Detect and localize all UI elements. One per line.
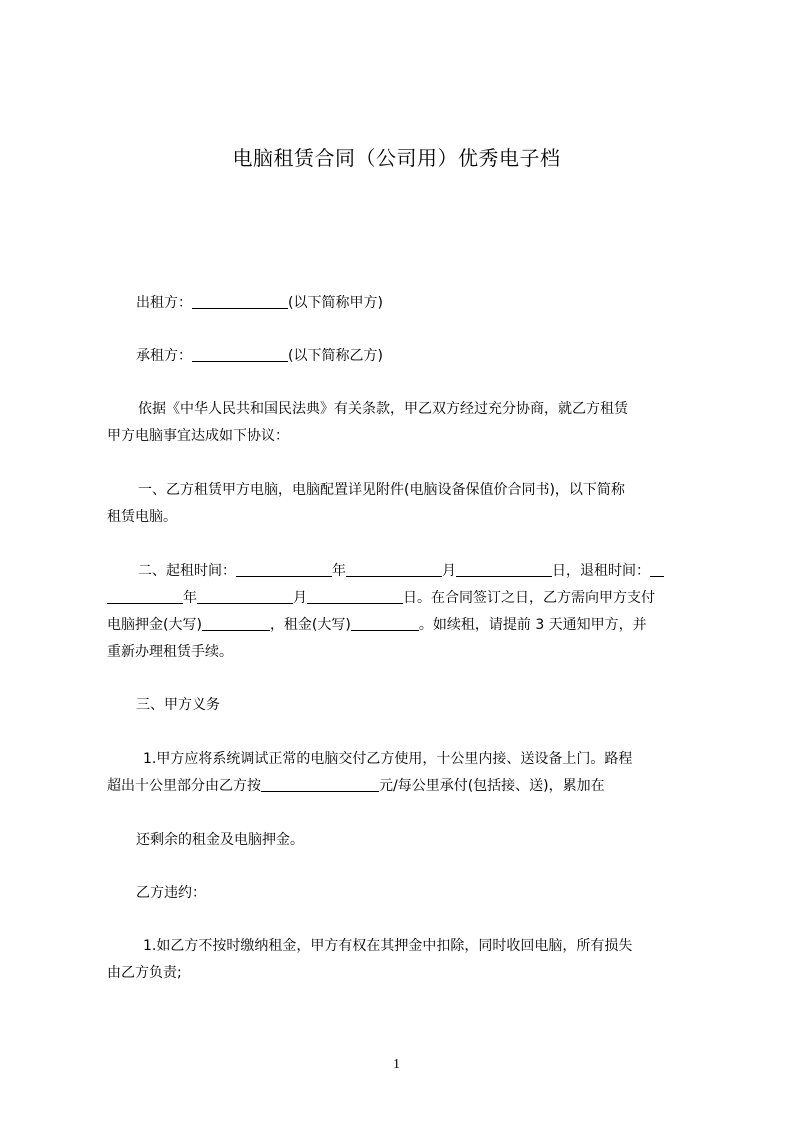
preamble-line-2: 甲方电脑事宜达成如下协议： — [107, 428, 289, 444]
clause3-item1-suffix: 元/每公里承付(包括接、送)，累加在 — [379, 778, 605, 794]
start-year-blank — [236, 562, 332, 577]
clause2-month: 月 — [442, 563, 456, 579]
clause3-item1-line-1: 1.甲方应将系统调试正常的电脑交付乙方使用，十公里内接、送设备上门。路程 — [143, 751, 633, 767]
clause2-line-1 — [138, 560, 664, 580]
clause3-item1-prefix: 超出十公里部分由乙方按 — [107, 778, 261, 794]
clause2-line-3 — [107, 614, 647, 634]
lessor-blank — [192, 294, 288, 309]
remaining-line: 还剩余的租金及电脑押金。 — [136, 832, 304, 848]
clause3-heading: 三、甲方义务 — [136, 697, 220, 713]
return-day-blank — [307, 589, 403, 604]
lessor-label: 出租方： — [136, 295, 192, 311]
start-month-blank — [346, 562, 442, 577]
preamble-line-1: 依据《中华人民共和国民法典》有关条款，甲乙双方经过充分协商，就乙方租赁 — [138, 401, 628, 417]
clause2-year: 年 — [332, 563, 346, 579]
lessee-suffix: (以下简称乙方) — [288, 348, 383, 364]
clause1-line-2: 租赁电脑。 — [107, 509, 177, 525]
clause2-deposit: 电脑押金(大写) — [107, 617, 202, 633]
return-year-blank-start — [650, 562, 664, 577]
deposit-blank — [202, 616, 270, 631]
document-title: 电脑租赁合同（公司用）优秀电子档 — [232, 146, 561, 170]
clause2-rent: ，租金(大写) — [269, 617, 351, 633]
lessee-line — [136, 345, 383, 365]
lessor-suffix: (以下简称甲方) — [288, 295, 383, 311]
clause2-year2: 年 — [183, 590, 197, 606]
clause2-renew: 。如续租，请提前 3 天通知甲方，并 — [418, 617, 647, 633]
return-month-blank — [197, 589, 293, 604]
breach-item1-line-2: 由乙方负责; — [107, 965, 182, 981]
clause2-month2: 月 — [293, 590, 307, 606]
clause2-prefix: 二、起租时间： — [138, 563, 236, 579]
distance-fee-blank — [261, 777, 379, 792]
rent-blank — [351, 616, 419, 631]
lessee-blank — [192, 347, 288, 362]
breach-heading: 乙方违约： — [136, 885, 206, 901]
breach-item1-line-1: 1.如乙方不按时缴纳租金，甲方有权在其押金中扣除，同时收回电脑，所有损失 — [143, 938, 633, 954]
page-number: 1 — [393, 1057, 400, 1072]
lessor-line — [136, 292, 383, 312]
clause2-day-after: 日。在合同签订之日，乙方需向甲方支付 — [403, 590, 655, 606]
clause1-line-1: 一、乙方租赁甲方电脑，电脑配置详见附件(电脑设备保值价合同书)，以下简称 — [138, 482, 625, 498]
clause2-line-2 — [107, 587, 655, 607]
start-day-blank — [456, 562, 552, 577]
clause2-line-4: 重新办理租赁手续。 — [107, 644, 233, 660]
clause2-day-return: 日，退租时间： — [552, 563, 650, 579]
lessee-label: 承租方： — [136, 348, 192, 364]
clause3-item1-line-2 — [107, 775, 605, 795]
return-year-blank — [107, 589, 183, 604]
